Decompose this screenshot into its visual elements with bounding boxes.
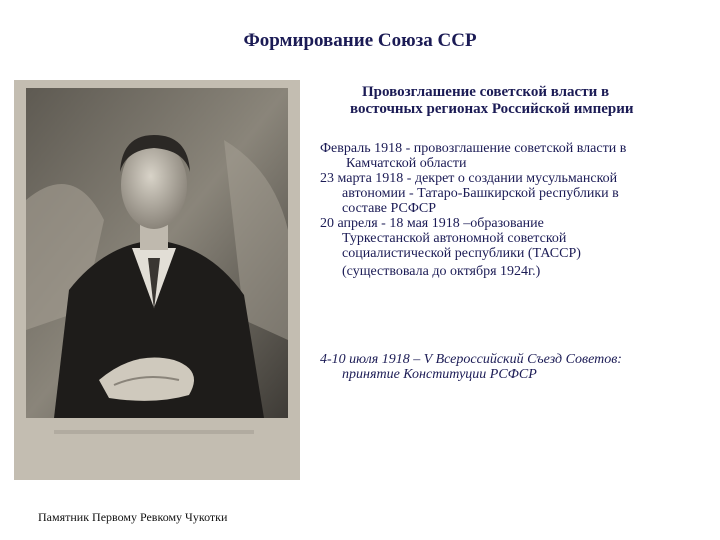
event-line bbox=[320, 141, 715, 156]
slide-subtitle bbox=[335, 84, 715, 118]
events-list bbox=[320, 141, 715, 279]
congress-note bbox=[320, 352, 715, 382]
portrait-image bbox=[14, 80, 300, 480]
subtitle-line-1: Провозглашение советской власти в bbox=[362, 84, 610, 100]
event-line bbox=[320, 216, 715, 231]
congress-line-1: 4-10 июля 1918 – V Всероссийский Съезд Советов: bbox=[320, 352, 622, 367]
event-line: Камчатской области bbox=[346, 156, 467, 171]
event-text: - провозглашение советской власти в bbox=[402, 141, 627, 156]
event-tatar-bashkir bbox=[320, 171, 715, 216]
subtitle-line-2: восточных регионах Российской империи bbox=[350, 101, 634, 117]
event-text: –образование bbox=[459, 216, 544, 231]
event-tassr bbox=[320, 216, 715, 279]
portrait-photo bbox=[14, 80, 300, 480]
event-line: автономии - Татаро-Башкирской республики в bbox=[342, 186, 619, 201]
event-line: социалистической республики (ТАССР) bbox=[342, 246, 581, 261]
event-date: 23 марта 1918 bbox=[320, 171, 404, 186]
congress-line-2: принятие Конституции РСФСР bbox=[342, 367, 537, 382]
event-kamchatka bbox=[320, 141, 715, 171]
slide-title: Формирование Союза ССР bbox=[243, 30, 477, 51]
photo-caption: Памятник Первому Ревкому Чукотки bbox=[38, 510, 228, 524]
event-line bbox=[320, 171, 715, 186]
event-date: Февраль 1918 bbox=[320, 141, 403, 156]
event-date: 20 апреля - 18 мая 1918 bbox=[320, 216, 460, 231]
event-line: Туркестанской автономной советской bbox=[342, 231, 567, 246]
event-note: (существовала до октября 1924г.) bbox=[342, 264, 541, 279]
event-line: составе РСФСР bbox=[342, 201, 437, 216]
event-text: - декрет о создании мусульманской bbox=[403, 171, 618, 186]
